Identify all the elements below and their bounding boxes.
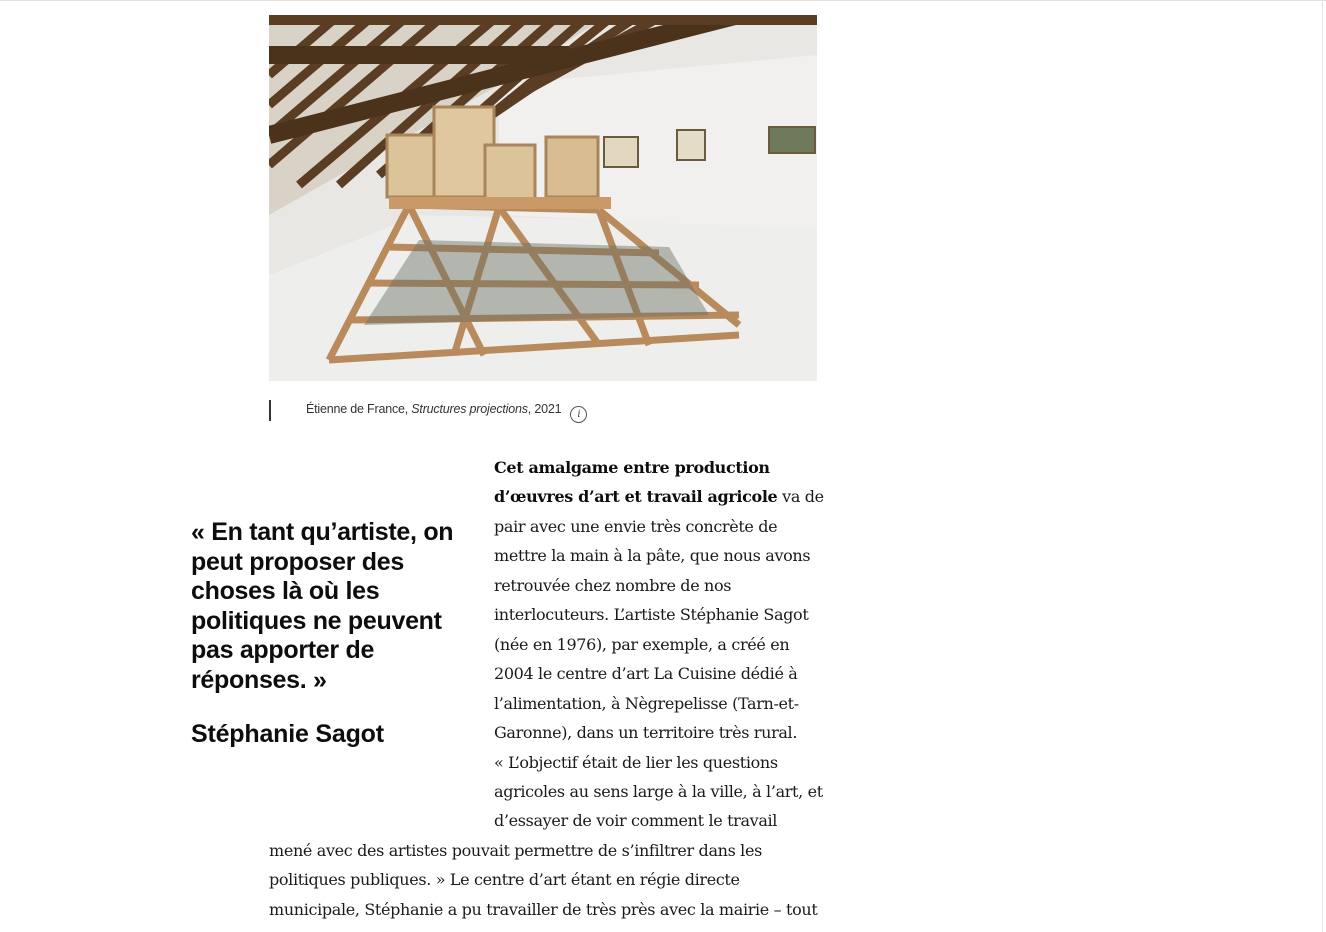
artwork-photo-illustration [269,15,817,381]
article-text: « L’objectif était de lier les questions [494,753,778,772]
pull-quote-author: Stéphanie Sagot [191,720,384,748]
article-lead-bold: Cet amalgame entre production [494,458,770,477]
caption-title: Structures projections [411,402,528,416]
article-line [494,453,770,483]
article-line [269,895,817,925]
pull-quote-text: « En tant qu’artiste, on peut proposer des choses là où les politiques ne peuvent pas apporter de réponses. » [191,518,454,694]
article-line [494,571,731,601]
artwork-photo[interactable] [269,15,817,381]
article-line [494,600,808,630]
article-text: agricoles au sens large à la ville, à l’art, et [494,782,823,801]
article-text: 2004 le centre d’art La Cuisine dédié à [494,664,798,683]
article-line [494,512,777,542]
article-line [494,630,789,660]
article-text: Garonne), dans un territoire très rural. [494,723,798,742]
article-lead-bold: d’œuvres d’art et travail agricole [494,487,778,506]
article-text: interlocuteurs. L’artiste Stéphanie Sagot [494,605,809,624]
caption-year: , 2021 [527,402,562,416]
article-line [494,718,797,748]
article-line [269,865,740,895]
caption-artist: Étienne de France, [306,402,412,416]
info-icon[interactable]: i [570,406,587,423]
page-right-edge [1322,0,1323,932]
caption-text [306,400,587,423]
article-line [494,659,798,689]
photo-caption [269,398,817,422]
top-divider [0,0,1326,1]
caption-marker [269,400,271,421]
article-text: mené avec des artistes pouvait permettre de s’infiltrer dans les [269,841,762,860]
article-text: politiques publiques. » Le centre d’art étant en régie directe [269,870,740,889]
article-text: municipale, Stéphanie a pu travailler de très près avec la mairie – tout [269,900,818,919]
article-line [494,777,823,807]
article-line [494,541,810,571]
article-line [494,689,799,719]
article-line [494,806,777,836]
article-line [494,748,778,778]
article-text: l’alimentation, à Nègrepelisse (Tarn-et- [494,694,799,713]
article-text: va de [777,487,824,506]
pull-quote [191,518,476,749]
article-text: pair avec une envie très concrète de [494,517,778,536]
article-text: (née en 1976), par exemple, a créé en [494,635,790,654]
article-line [269,836,762,866]
article-text: mettre la main à la pâte, que nous avons [494,546,811,565]
article-line [494,482,824,512]
article-text: retrouvée chez nombre de nos [494,576,732,595]
article-text: d’essayer de voir comment le travail [494,811,778,830]
